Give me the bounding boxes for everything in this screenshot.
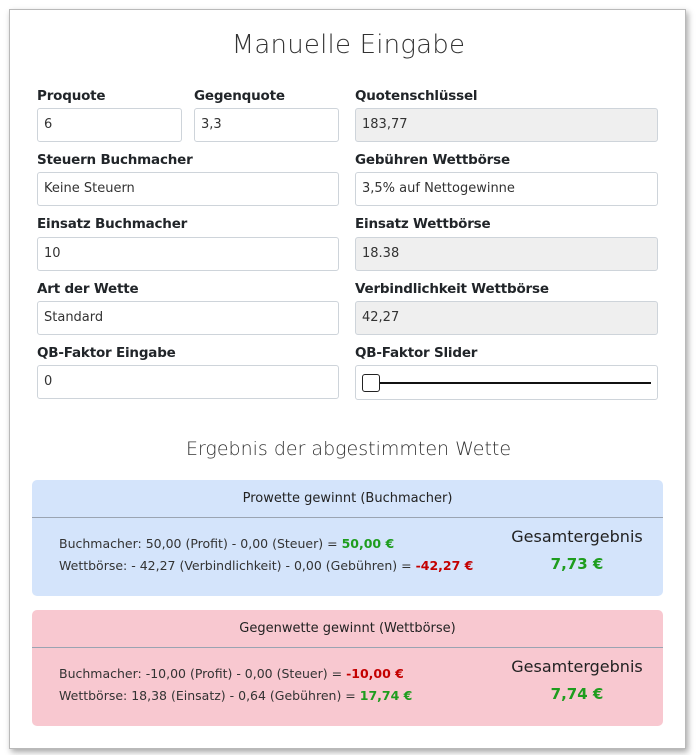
- einsatz-buchmacher-input[interactable]: 10: [37, 237, 339, 271]
- steuern-buchmacher-label: Steuern Buchmacher: [37, 152, 193, 168]
- line-value: -10,00 €: [346, 666, 404, 681]
- qb-faktor-eingabe-label: QB-Faktor Eingabe: [37, 345, 176, 361]
- total-label: Gesamtergebnis: [511, 527, 643, 546]
- qb-faktor-slider-label: QB-Faktor Slider: [355, 345, 478, 361]
- result-title: Ergebnis der abgestimmten Wette: [185, 438, 512, 460]
- total-label: Gesamtergebnis: [511, 657, 643, 676]
- verbindlichkeit-field: 42,27: [355, 301, 658, 335]
- proquote-input[interactable]: 6: [37, 108, 182, 142]
- qb-faktor-eingabe-input[interactable]: 0: [37, 365, 339, 399]
- result-line-wettboerse: [59, 558, 473, 573]
- divider: [32, 517, 663, 518]
- result-header: Prowette gewinnt (Buchmacher): [242, 491, 453, 506]
- slider-track[interactable]: [368, 382, 651, 384]
- gebuehren-wettboerse-label: Gebühren Wettbörse: [355, 152, 510, 168]
- gebuehren-wettboerse-select[interactable]: 3,5% auf Nettogewinne: [355, 172, 658, 206]
- line-value: -42,27 €: [415, 558, 474, 573]
- page-title: Manuelle Eingabe: [231, 30, 466, 60]
- slider-thumb[interactable]: [362, 374, 380, 392]
- result-line-buchmacher: [59, 666, 404, 681]
- art-der-wette-select[interactable]: Standard: [37, 301, 339, 335]
- einsatz-wettboerse-field: 18.38: [355, 237, 658, 271]
- result-panel-gegenwette: [32, 610, 663, 726]
- quotenschluessel-label: Quotenschlüssel: [355, 88, 478, 104]
- divider: [32, 647, 663, 648]
- line-text: Buchmacher: -10,00 (Profit) - 0,00 (Steuer) =: [59, 666, 347, 681]
- art-der-wette-label: Art der Wette: [37, 281, 139, 297]
- line-text: Buchmacher: 50,00 (Profit) - 0,00 (Steuer) =: [59, 536, 342, 551]
- verbindlichkeit-label: Verbindlichkeit Wettbörse: [355, 281, 549, 297]
- result-header: Gegenwette gewinnt (Wettbörse): [239, 621, 456, 636]
- line-text: Wettbörse: - 42,27 (Verbindlichkeit) - 0,00 (Gebühren) =: [59, 558, 416, 573]
- main-card: [9, 9, 686, 749]
- line-value: 50,00 €: [341, 536, 395, 551]
- steuern-buchmacher-select[interactable]: Keine Steuern: [37, 172, 339, 206]
- gegenquote-input[interactable]: 3,3: [194, 108, 339, 142]
- result-panel-prowette: [32, 480, 663, 596]
- einsatz-wettboerse-label: Einsatz Wettbörse: [355, 216, 491, 232]
- total-value: 7,74 €: [550, 685, 604, 703]
- line-value: 17,74 €: [359, 688, 413, 703]
- qb-faktor-slider[interactable]: [355, 365, 658, 400]
- quotenschluessel-field: 183,77: [355, 108, 658, 142]
- result-line-buchmacher: [59, 536, 394, 551]
- einsatz-buchmacher-label: Einsatz Buchmacher: [37, 216, 188, 232]
- line-text: Wettbörse: 18,38 (Einsatz) - 0,64 (Gebühren) =: [59, 688, 360, 703]
- gegenquote-label: Gegenquote: [194, 88, 285, 104]
- proquote-label: Proquote: [37, 88, 106, 104]
- result-line-wettboerse: [59, 688, 412, 703]
- total-value: 7,73 €: [550, 555, 604, 573]
